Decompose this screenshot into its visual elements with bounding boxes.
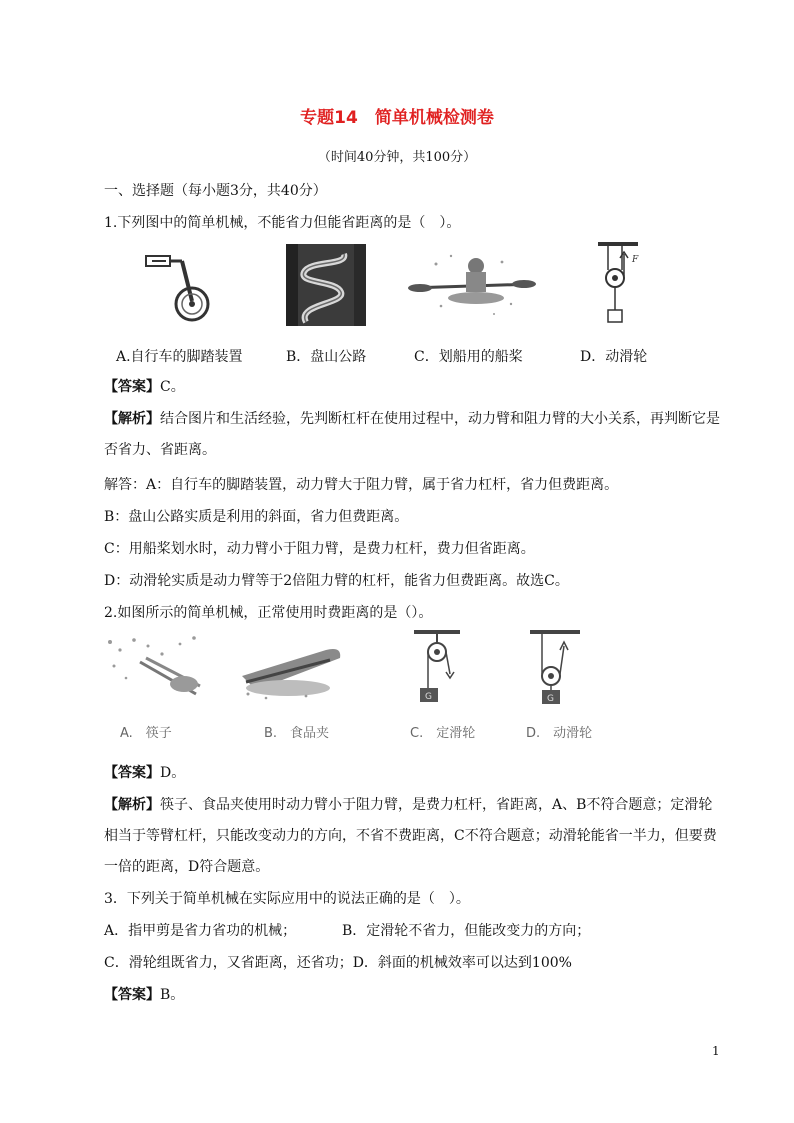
analysis-label: 【解析】 <box>104 411 160 427</box>
q2-analysis <box>104 790 724 883</box>
analysis-text: 结合图片和生活经验，先判断杠杆在使用过程中，动力臂和阻力臂的大小关系，再判断它是否省力、省距离。 <box>104 411 720 458</box>
q2-option-b: B. 食品夹 <box>264 726 330 741</box>
answer-value: B。 <box>160 987 185 1003</box>
q3-option-b: B．定滑轮不省力，但能改变力的方向； <box>342 923 591 939</box>
q1-option-d: D．动滑轮 <box>580 349 648 365</box>
q1-stem: 1.下列图中的简单机械，不能省力但能省距离的是（ ）。 <box>104 215 461 231</box>
section-heading: 一、选择题（每小题3分，共40分） <box>104 183 327 199</box>
answer-label: 【答案】 <box>104 765 160 781</box>
rowing-oar-figure <box>406 244 538 324</box>
movable-pulley-figure-2 <box>526 628 588 708</box>
q1-solution-d: D：动滑轮实质是动力臂等于2倍阻力臂的杠杆，能省力但费距离。故选C。 <box>104 573 569 589</box>
load-label-2: G <box>547 694 554 704</box>
q1-option-c: C．划船用的船桨 <box>414 349 523 365</box>
movable-pulley-figure <box>590 240 650 328</box>
force-label: F <box>632 255 639 265</box>
q2-option-d: D. 动滑轮 <box>526 726 593 741</box>
q3-answer <box>104 984 184 1004</box>
q1-answer <box>104 376 185 396</box>
answer-value: C。 <box>160 379 185 395</box>
chopsticks-figure <box>100 632 206 702</box>
q1-solution-a: 解答：A：自行车的脚踏装置，动力臂大于阻力臂，属于省力杠杆，省力但费距离。 <box>104 477 619 493</box>
food-tongs-figure <box>236 632 350 702</box>
answer-label: 【答案】 <box>104 987 160 1003</box>
answer-value: D。 <box>160 765 186 781</box>
q2-option-a: A. 筷子 <box>120 726 172 741</box>
q2-figures <box>0 628 794 708</box>
page-title: 专题14 简单机械检测卷 <box>300 108 494 128</box>
q1-analysis <box>104 404 724 466</box>
analysis-label: 【解析】 <box>104 797 160 813</box>
answer-label: 【答案】 <box>104 379 160 395</box>
q2-stem: 2.如图所示的简单机械，正常使用时费距离的是（）。 <box>104 605 433 621</box>
q1-figures <box>0 240 794 330</box>
q1-solution-c: C：用船桨划水时，动力臂小于阻力臂，是费力杠杆，费力但省距离。 <box>104 541 535 557</box>
q1-solution-b: B：盘山公路实质是利用的斜面，省力但费距离。 <box>104 509 409 525</box>
q3-options-cd: C．滑轮组既省力，又省距离，还省功；D．斜面的机械效率可以达到100% <box>104 955 572 971</box>
fixed-pulley-figure <box>410 628 470 708</box>
q1-option-a: A.自行车的脚踏装置 <box>116 349 243 365</box>
q1-option-b: B．盘山公路 <box>286 349 367 365</box>
analysis-text: 筷子、食品夹使用时动力臂小于阻力臂，是费力杠杆，省距离，A、B不符合题意；定滑轮相当于等臂杠杆，只能改变动力的方向，不省不费距离，C不符合题意；动滑轮能省一半力，但要费一倍的距离，D符合题意。 <box>104 797 717 875</box>
load-label: G <box>425 692 432 702</box>
mountain-road-figure <box>286 244 366 326</box>
q3-option-a: A．指甲剪是省力省功的机械； <box>104 923 297 939</box>
q3-stem: 3．下列关于简单机械在实际应用中的说法正确的是（ ）。 <box>104 891 470 907</box>
page-number: 1 <box>712 1044 720 1058</box>
exam-duration: （时间40分钟，共100分） <box>317 150 477 165</box>
q2-option-c: C. 定滑轮 <box>410 726 476 741</box>
q2-answer <box>104 762 185 782</box>
bicycle-pedal-figure <box>140 246 220 326</box>
